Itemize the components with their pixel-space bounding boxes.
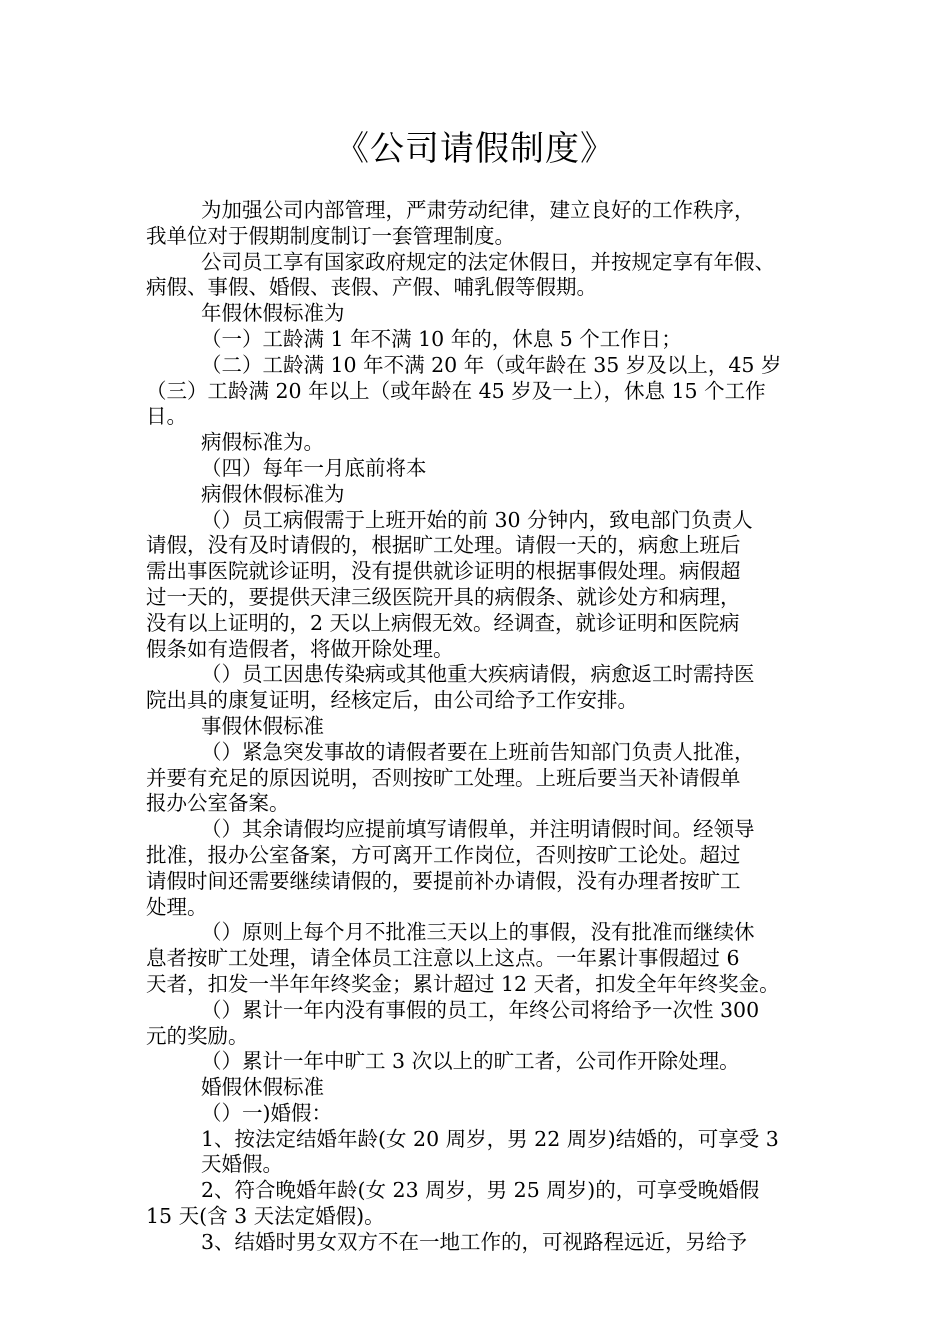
body-line: 请假，没有及时请假的，根据旷工处理。请假一天的，病愈上班后: [146, 533, 741, 558]
body-line: （）一)婚假：: [201, 1100, 332, 1125]
body-line: 为加强公司内部管理，严肃劳动纪律，建立良好的工作秩序，: [201, 198, 755, 222]
body-line: 病假、事假、婚假、丧假、产假、哺乳假等假期。: [146, 275, 597, 300]
body-line: 3、结婚时男女双方不在一地工作的，可视路程远近，另给予: [201, 1229, 748, 1254]
body-line: 过一天的，要提供天津三级医院开具的病假条、就诊处方和病理，: [146, 584, 741, 609]
body-line: （）原则上每个月不批准三天以上的事假，没有批准而继续休: [201, 920, 755, 945]
body-line: 2、符合晚婚年龄(女 23 周岁，男 25 周岁)的，可享受晚婚假: [201, 1178, 760, 1203]
body-line: 没有以上证明的，2 天以上病假无效。经调查，就诊证明和医院病: [146, 610, 740, 635]
body-line: 婚假休假标准: [201, 1075, 324, 1100]
body-line: （）累计一年中旷工 3 次以上的旷工者，公司作开除处理。: [201, 1049, 740, 1074]
body-line: 假条如有造假者，将做开除处理。: [146, 636, 454, 661]
body-line: 公司员工享有国家政府规定的法定休假日，并按规定享有年假、: [201, 249, 775, 274]
body-line: （一）工龄满 1 年不满 10 年的，休息 5 个工作日；: [201, 326, 682, 351]
body-line: 1、按法定结婚年龄(女 20 周岁，男 22 周岁)结婚的，可享受 3: [201, 1126, 779, 1151]
body-line: （）其余请假均应提前填写请假单，并注明请假时间。经领导: [201, 817, 755, 842]
body-line: 并要有充足的原因说明，否则按旷工处理。上班后要当天补请假单: [146, 765, 741, 790]
body-line: 处理。: [146, 894, 208, 919]
body-line: 元的奖励。: [146, 1023, 249, 1048]
body-line: 天者，扣发一半年年终奖金；累计超过 12 天者，扣发全年年终奖金。: [146, 971, 780, 996]
body-line: （）员工因患传染病或其他重大疾病请假，病愈返工时需持医: [201, 662, 755, 687]
body-line: 年假休假标准为: [201, 301, 345, 326]
body-line: 15 天(含 3 天法定婚假)。: [146, 1204, 385, 1229]
body-line: 日。: [146, 404, 187, 429]
body-line: （）员工病假需于上班开始的前 30 分钟内，致电部门负责人: [201, 507, 753, 532]
body-line: 病假标准为。: [201, 430, 324, 455]
body-line: 院出具的康复证明，经核定后，由公司给予工作安排。: [146, 688, 638, 713]
body-line: 请假时间还需要继续请假的，要提前补办请假，没有办理者按旷工: [146, 868, 741, 893]
body-line: 事假休假标准: [201, 713, 324, 738]
body-line: 天婚假。: [201, 1152, 283, 1177]
document-body: [146, 198, 826, 1256]
body-line: 需出事医院就诊证明，没有提供就诊证明的根据事假处理。病假超: [146, 559, 741, 584]
body-line: （）紧急突发事故的请假者要在上班前告知部门负责人批准，: [201, 739, 755, 764]
body-line: 报办公室备案。: [146, 791, 290, 816]
body-line: 批准，报办公室备案，方可离开工作岗位，否则按旷工论处。超过: [146, 842, 741, 867]
body-line: （二）工龄满 10 年不满 20 年（或年龄在 35 岁及以上，45 岁: [201, 352, 782, 377]
body-line: 病假休假标准为: [201, 481, 345, 506]
body-line: 息者按旷工处理，请全体员工注意以上这点。一年累计事假超过 6: [146, 946, 740, 971]
body-line: （）累计一年内没有事假的员工，年终公司将给予一次性 300: [201, 997, 760, 1022]
body-line: （四）每年一月底前将本: [201, 455, 427, 480]
document-title: 《公司请假制度》: [335, 129, 615, 169]
body-line: 我单位对于假期制度制订一套管理制度。: [146, 223, 515, 248]
body-line: （三）工龄满 20 年以上（或年龄在 45 岁及一上），休息 15 个工作: [146, 378, 766, 403]
